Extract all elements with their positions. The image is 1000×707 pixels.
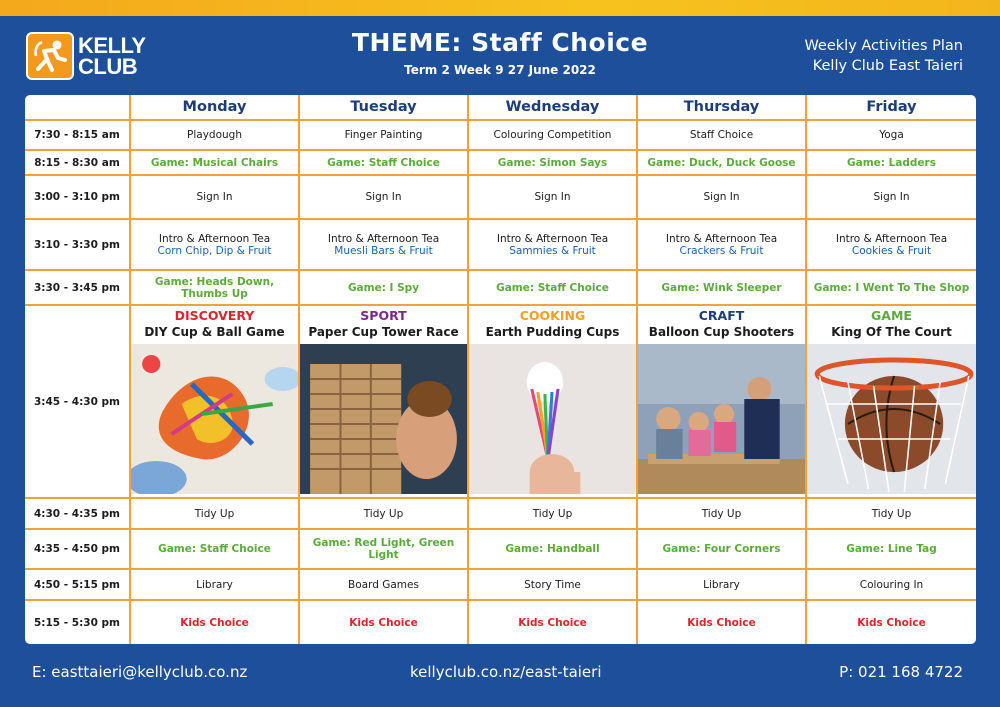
kids-choice-cell: Kids Choice — [468, 600, 637, 644]
game-cell: Game: Duck, Duck Goose — [637, 150, 806, 175]
game-cell: Game: Red Light, Green Light — [299, 529, 468, 569]
activity-cell: Tidy Up — [806, 498, 976, 529]
activity-title: Balloon Cup Shooters — [648, 325, 795, 339]
footer-phone: P: 021 168 4722 — [839, 663, 963, 681]
page-subtitle: Term 2 Week 9 27 June 2022 — [404, 63, 596, 77]
table-row — [25, 219, 976, 270]
time-cell: 4:50 - 5:15 pm — [25, 569, 130, 600]
table-row — [25, 175, 976, 219]
footer-website[interactable]: kellyclub.co.nz/east-taieri — [410, 663, 602, 681]
feature-activity-cell — [637, 305, 806, 498]
table-row — [25, 120, 976, 150]
game-cell: Game: Simon Says — [468, 150, 637, 175]
time-cell: 3:00 - 3:10 pm — [25, 175, 130, 219]
game-cell: Game: Heads Down, Thumbs Up — [130, 270, 299, 305]
page-title: THEME: Staff Choice — [351, 28, 649, 57]
plan-info — [804, 36, 963, 76]
time-cell: 8:15 - 8:30 am — [25, 150, 130, 175]
day-header-friday: Friday — [806, 95, 976, 120]
activity-cell: Staff Choice — [637, 120, 806, 150]
time-cell: 4:35 - 4:50 pm — [25, 529, 130, 569]
activity-title: DIY Cup & Ball Game — [144, 325, 285, 339]
table-row — [25, 270, 976, 305]
activity-cell: Sign In — [468, 175, 637, 219]
craft-paint-photo — [131, 344, 298, 494]
footer-email[interactable]: E: easttaieri@kellyclub.co.nz — [32, 663, 248, 681]
game-cell: Game: Musical Chairs — [130, 150, 299, 175]
activity-cell: Sign In — [299, 175, 468, 219]
kids-choice-cell: Kids Choice — [130, 600, 299, 644]
tea-cell: Intro & Afternoon Tea Muesli Bars & Fruit — [299, 219, 468, 270]
game-cell: Game: Staff Choice — [130, 529, 299, 569]
activity-category: DISCOVERY — [174, 308, 255, 323]
table-row — [25, 305, 976, 498]
feature-activity-cell — [806, 305, 976, 498]
activity-cell: Sign In — [637, 175, 806, 219]
jenga-tower-photo — [300, 344, 467, 494]
table-row — [25, 569, 976, 600]
table-row — [25, 529, 976, 569]
activity-cell: Colouring Competition — [468, 120, 637, 150]
top-accent-bar — [0, 0, 1000, 16]
activity-category: COOKING — [519, 308, 586, 323]
club-location: Kelly Club East Taieri — [812, 58, 963, 74]
time-cell: 3:45 - 4:30 pm — [25, 305, 130, 498]
feature-activity-cell — [468, 305, 637, 498]
time-cell: 7:30 - 8:15 am — [25, 120, 130, 150]
kids-craft-table-photo — [638, 344, 805, 494]
plan-type: Weekly Activities Plan — [804, 38, 963, 54]
activity-category: CRAFT — [698, 308, 745, 323]
activity-cell: Tidy Up — [130, 498, 299, 529]
activity-cell: Finger Painting — [299, 120, 468, 150]
activity-category: SPORT — [360, 308, 407, 323]
activity-title: Earth Pudding Cups — [485, 325, 620, 339]
game-cell: Game: Wink Sleeper — [637, 270, 806, 305]
kids-choice-cell: Kids Choice — [299, 600, 468, 644]
table-row — [25, 150, 976, 175]
basketball-hoop-photo — [807, 344, 976, 494]
table-row — [25, 498, 976, 529]
game-cell: Game: Ladders — [806, 150, 976, 175]
activity-cell: Playdough — [130, 120, 299, 150]
activity-cell: Sign In — [806, 175, 976, 219]
game-cell: Game: Staff Choice — [299, 150, 468, 175]
time-cell: 5:15 - 5:30 pm — [25, 600, 130, 644]
time-cell: 3:30 - 3:45 pm — [25, 270, 130, 305]
game-cell: Game: Staff Choice — [468, 270, 637, 305]
kelly-club-logo — [26, 31, 156, 81]
logo-wordmark: KELLY CLUB — [78, 33, 146, 79]
table-header-row — [25, 95, 976, 120]
activity-cell: Story Time — [468, 569, 637, 600]
activities-table-sheet — [25, 95, 976, 644]
day-header-wednesday: Wednesday — [468, 95, 637, 120]
game-cell: Game: Line Tag — [806, 529, 976, 569]
game-cell: Game: I Spy — [299, 270, 468, 305]
game-cell: Game: I Went To The Shop — [806, 270, 976, 305]
tea-cell: Intro & Afternoon Tea Crackers & Fruit — [637, 219, 806, 270]
logo-figure-icon — [26, 32, 74, 80]
activities-table — [25, 95, 976, 644]
day-header-thursday: Thursday — [637, 95, 806, 120]
activity-cell: Board Games — [299, 569, 468, 600]
activity-cell: Sign In — [130, 175, 299, 219]
activity-cell: Colouring In — [806, 569, 976, 600]
game-cell: Game: Four Corners — [637, 529, 806, 569]
tea-cell: Intro & Afternoon Tea Sammies & Fruit — [468, 219, 637, 270]
whisk-cream-photo — [469, 344, 636, 494]
time-cell: 4:30 - 4:35 pm — [25, 498, 130, 529]
day-header-tuesday: Tuesday — [299, 95, 468, 120]
kids-choice-cell: Kids Choice — [637, 600, 806, 644]
feature-activity-cell — [299, 305, 468, 498]
feature-activity-cell — [130, 305, 299, 498]
activity-cell: Tidy Up — [468, 498, 637, 529]
title-block — [320, 28, 680, 77]
day-header-monday: Monday — [130, 95, 299, 120]
corner-cell — [25, 95, 130, 120]
activity-cell: Tidy Up — [637, 498, 806, 529]
activity-cell: Tidy Up — [299, 498, 468, 529]
table-row — [25, 600, 976, 644]
activity-title: Paper Cup Tower Race — [308, 325, 459, 339]
kids-choice-cell: Kids Choice — [806, 600, 976, 644]
activity-cell: Library — [130, 569, 299, 600]
activity-category: GAME — [871, 308, 912, 323]
activity-cell: Library — [637, 569, 806, 600]
game-cell: Game: Handball — [468, 529, 637, 569]
time-cell: 3:10 - 3:30 pm — [25, 219, 130, 270]
tea-cell: Intro & Afternoon Tea Corn Chip, Dip & Fruit — [130, 219, 299, 270]
activity-title: King Of The Court — [831, 325, 952, 339]
tea-cell: Intro & Afternoon Tea Cookies & Fruit — [806, 219, 976, 270]
activity-cell: Yoga — [806, 120, 976, 150]
